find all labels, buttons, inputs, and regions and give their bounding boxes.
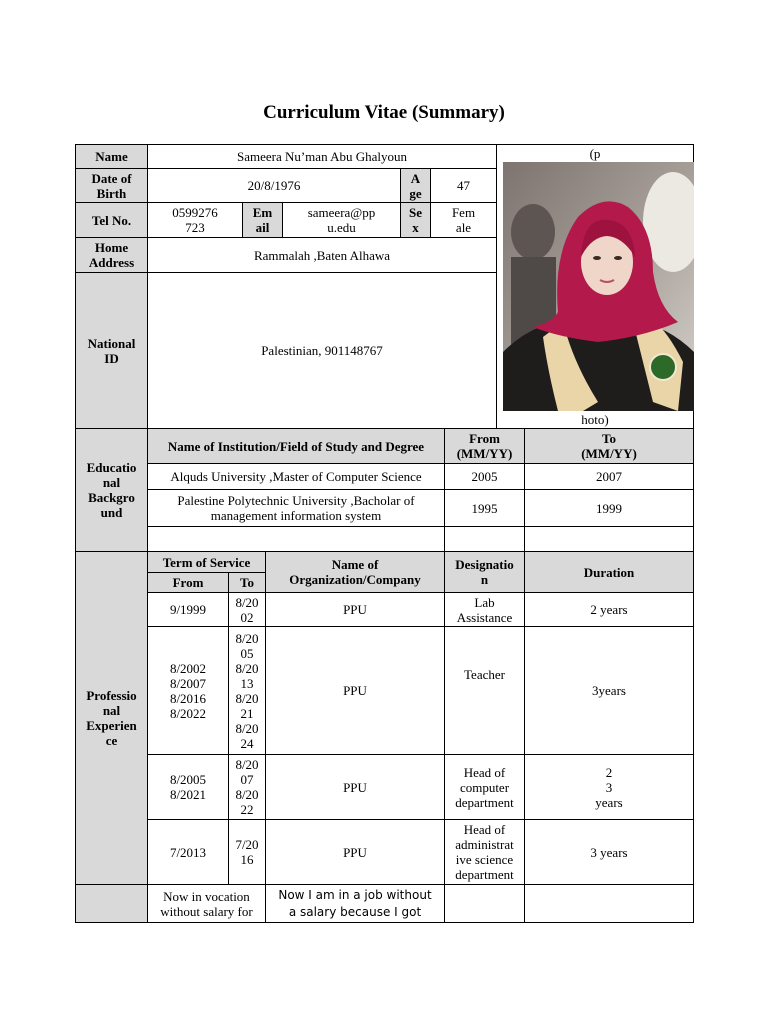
- experience-row-to: 8/20 02: [228, 592, 266, 627]
- experience-row-from: 9/1999: [147, 592, 229, 627]
- education-row-institution: Alquds University ,Master of Computer Science: [147, 463, 445, 490]
- experience-note-duration: [524, 884, 694, 923]
- experience-col-term: Term of Service: [147, 551, 266, 573]
- experience-row-organization: PPU: [265, 754, 445, 820]
- education-col-from: From (MM/YY): [444, 428, 525, 464]
- experience-row-organization: PPU: [265, 626, 445, 755]
- dob-value: 20/8/1976: [147, 168, 401, 203]
- experience-row-designation: Head of computer department: [444, 754, 525, 820]
- profile-photo: [503, 162, 694, 411]
- name-label: Name: [75, 144, 148, 169]
- education-row-from: 1995: [444, 489, 525, 527]
- education-row-institution: Palestine Polytechnic University ,Bacholar of management information system: [147, 489, 445, 527]
- address-label: Home Address: [75, 237, 148, 273]
- education-row-from: 2005: [444, 463, 525, 490]
- sex-value: Fem ale: [430, 202, 497, 238]
- tel-label: Tel No.: [75, 202, 148, 238]
- experience-row-organization: PPU: [265, 819, 445, 885]
- photo-cell: [496, 144, 694, 429]
- tel-value: 0599276 723: [147, 202, 243, 238]
- email-value: sameera@pp u.edu: [282, 202, 401, 238]
- page-title: Curriculum Vitae (Summary): [263, 102, 505, 123]
- national-id-value: Palestinian, 901148767: [147, 272, 497, 429]
- experience-col-organization: Name of Organization/Company: [265, 551, 445, 593]
- photo-caption-bottom: hoto): [581, 412, 609, 427]
- email-label: Em ail: [242, 202, 283, 238]
- age-value: 47: [430, 168, 497, 203]
- experience-col-designation: Designatio n: [444, 551, 525, 593]
- experience-row-duration: 2 years: [524, 592, 694, 627]
- education-col-to: To (MM/YY): [524, 428, 694, 464]
- experience-row-to: 8/20 07 8/20 22: [228, 754, 266, 820]
- experience-row-to: 7/20 16: [228, 819, 266, 885]
- address-value: Rammalah ,Baten Alhawa: [147, 237, 497, 273]
- education-section-label: Educatio nal Backgro und: [75, 428, 148, 552]
- experience-col-to: To: [228, 572, 266, 593]
- dob-label: Date of Birth: [75, 168, 148, 203]
- experience-col-duration: Duration: [524, 551, 694, 593]
- experience-row-organization: PPU: [265, 592, 445, 627]
- experience-row-duration: 3years: [524, 626, 694, 755]
- experience-row-designation: Head of administrat ive science department: [444, 819, 525, 885]
- education-col-institution: Name of Institution/Field of Study and Degree: [147, 428, 445, 464]
- experience-row-designation: Teacher: [444, 626, 525, 755]
- experience-row-from: 8/2005 8/2021: [147, 754, 229, 820]
- experience-note-org: Now I am in a job without a salary because I got: [265, 884, 445, 923]
- national-id-label: National ID: [75, 272, 148, 429]
- experience-row-from: 7/2013: [147, 819, 229, 885]
- education-row-to: 2007: [524, 463, 694, 490]
- experience-col-from: From: [147, 572, 229, 593]
- experience-row-duration: 2 3 years: [524, 754, 694, 820]
- portrait-image: [503, 162, 694, 411]
- experience-last-row-blank: [75, 884, 148, 923]
- experience-row-from: 8/2002 8/2007 8/2016 8/2022: [147, 626, 229, 755]
- experience-note-from: Now in vocation without salary for: [147, 884, 266, 923]
- experience-row-duration: 3 years: [524, 819, 694, 885]
- experience-row-to: 8/20 05 8/20 13 8/20 21 8/20 24: [228, 626, 266, 755]
- education-row-to: 1999: [524, 489, 694, 527]
- education-row-to: [524, 526, 694, 552]
- photo-caption-top: (p: [589, 146, 601, 161]
- sex-label: Se x: [400, 202, 431, 238]
- education-row-from: [444, 526, 525, 552]
- experience-row-designation: Lab Assistance: [444, 592, 525, 627]
- education-row-institution: [147, 526, 445, 552]
- experience-section-label: Professio nal Experien ce: [75, 551, 148, 885]
- experience-note-designation: [444, 884, 525, 923]
- name-value: Sameera Nu’man Abu Ghalyoun: [147, 144, 497, 169]
- age-label: A ge: [400, 168, 431, 203]
